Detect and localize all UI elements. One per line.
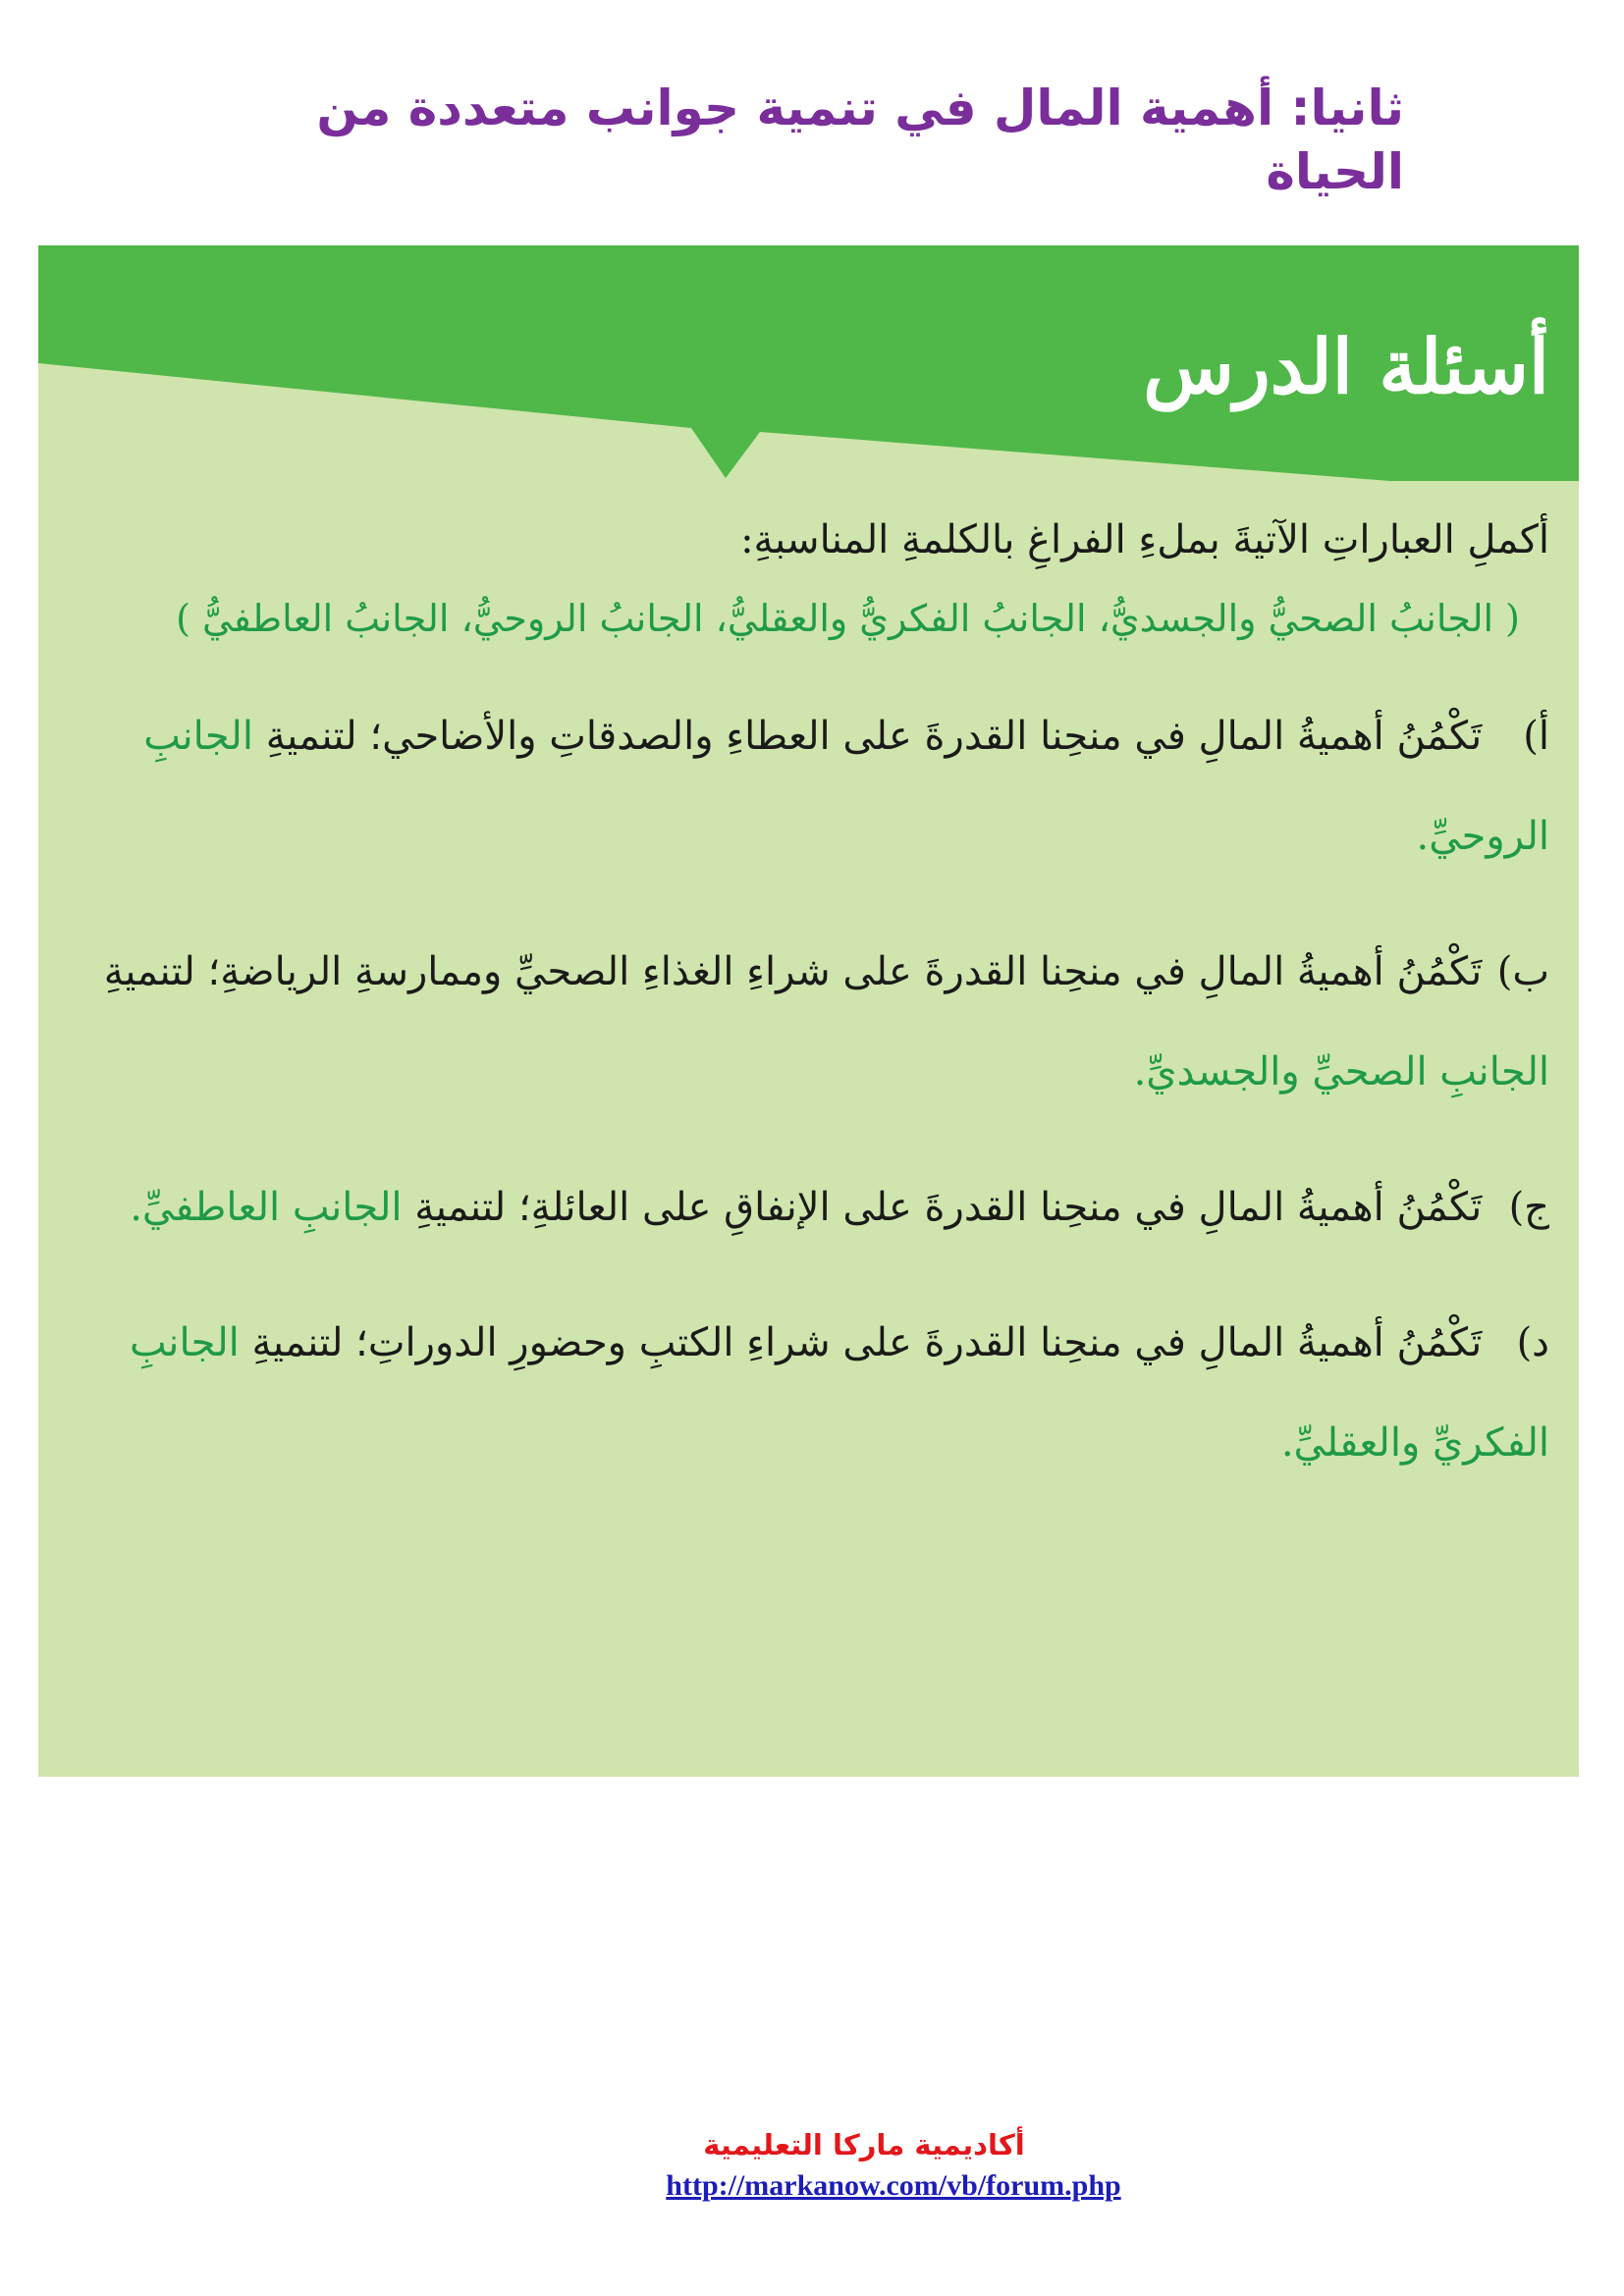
question-answer: الجانبِ الصحيِّ والجسديِّ. (1133, 1049, 1549, 1095)
page-heading: ثانيا: أهمية المال في تنمية جوانب متعددة من الحياة (316, 80, 1404, 200)
word-bank: ( الجانبُ الصحيُّ والجسديُّ، الجانبُ الفكريُّ والعقليُّ، الجانبُ الروحيُّ، الجانبُ العاطفيُّ ) (176, 597, 1520, 640)
question-answer: الجانبِ الفكريِّ والعقليِّ. (130, 1320, 1549, 1466)
question-text: تَكْمُنُ أهميةُ المالِ في منحِنا القدرةَ على الإنفاقِ على العائلةِ؛ لتنميةِ (414, 1185, 1483, 1230)
question-text: تَكْمُنُ أهميةُ المالِ في منحِنا القدرةَ على شراءِ الغذاءِ الصحيِّ وممارسةِ الرياضةِ؛ لتنميةِ (103, 949, 1483, 994)
question-letter: ب) (1496, 949, 1549, 994)
footer-academy-name: أكاديمية ماركا التعليمية (703, 2128, 1025, 2162)
lesson-questions-panel (38, 245, 1579, 1777)
question-item (77, 922, 1549, 1122)
question-text: تَكْمُنُ أهميةُ المالِ في منحِنا القدرةَ على شراءِ الكتبِ وحضورِ الدوراتِ؛ لتنميةِ (251, 1320, 1483, 1365)
instructions-text: أكملِ العباراتِ الآتيةَ بملءِ الفراغِ بالكلمةِ المناسبةِ: (740, 517, 1549, 562)
page-footer (550, 2125, 1178, 2207)
panel-title: أسئلة الدرس (1143, 323, 1549, 410)
question-item (77, 1157, 1549, 1257)
question-letter: د) (1516, 1320, 1549, 1365)
question-text: تَكْمُنُ أهميةُ المالِ في منحِنا القدرةَ على العطاءِ والصدقاتِ والأضاحي؛ لتنميةِ (265, 714, 1483, 759)
question-item (77, 1293, 1549, 1493)
question-answer: الجانبِ العاطفيِّ. (130, 1185, 403, 1230)
footer-forum-link[interactable]: http://markanow.com/vb/forum.php (666, 2168, 1121, 2202)
question-answer: الجانبِ الروحيِّ. (143, 714, 1549, 859)
question-item (77, 686, 1549, 886)
question-letter: ج) (1508, 1185, 1549, 1230)
question-letter: أ) (1523, 714, 1549, 759)
panel-content (77, 510, 1549, 1528)
